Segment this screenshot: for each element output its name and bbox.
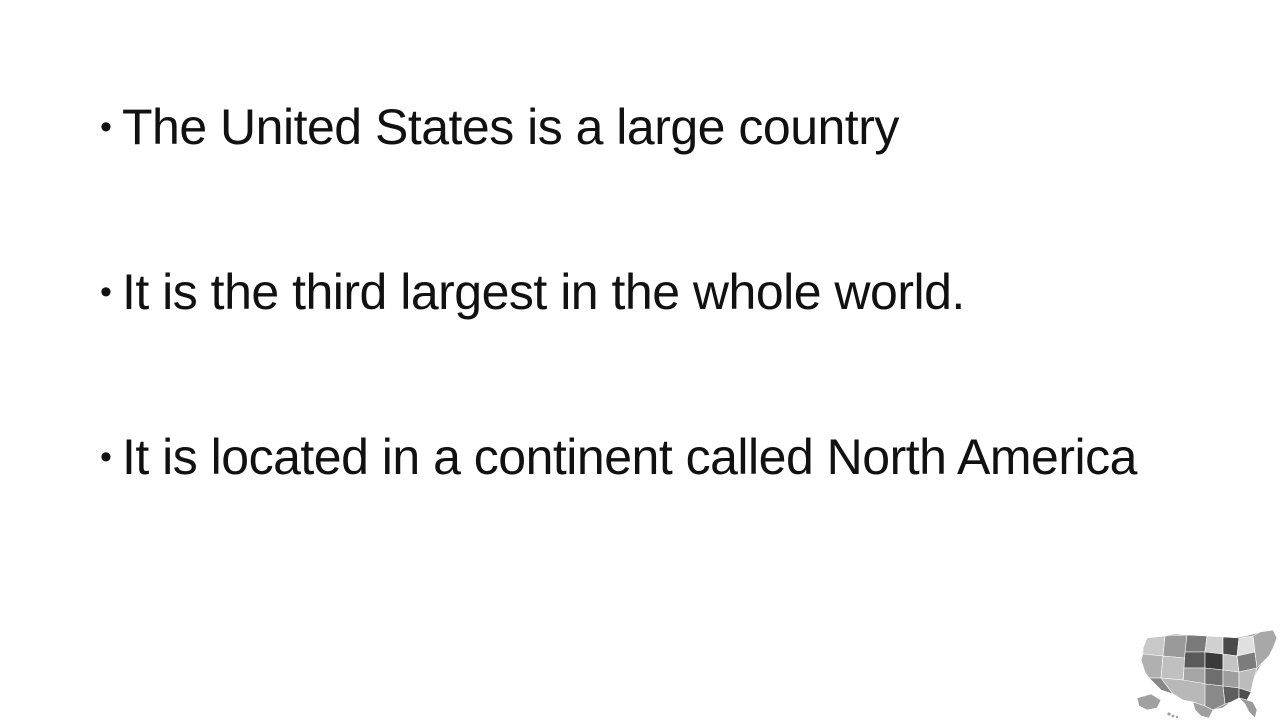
bullet-marker: • bbox=[100, 108, 112, 146]
bullet-item-2 bbox=[100, 258, 1180, 326]
bullet-marker: • bbox=[100, 438, 112, 476]
usa-map-icon bbox=[1135, 628, 1280, 720]
bullet-item-1 bbox=[100, 93, 1180, 161]
bullet-text-3: It is located in a continent called North America bbox=[122, 429, 1137, 485]
bullet-text-1: The United States is a large country bbox=[122, 99, 899, 155]
bullet-item-3 bbox=[100, 423, 1180, 491]
bullet-marker: • bbox=[100, 273, 112, 311]
bullet-text-2: It is the third largest in the whole world. bbox=[122, 264, 965, 320]
